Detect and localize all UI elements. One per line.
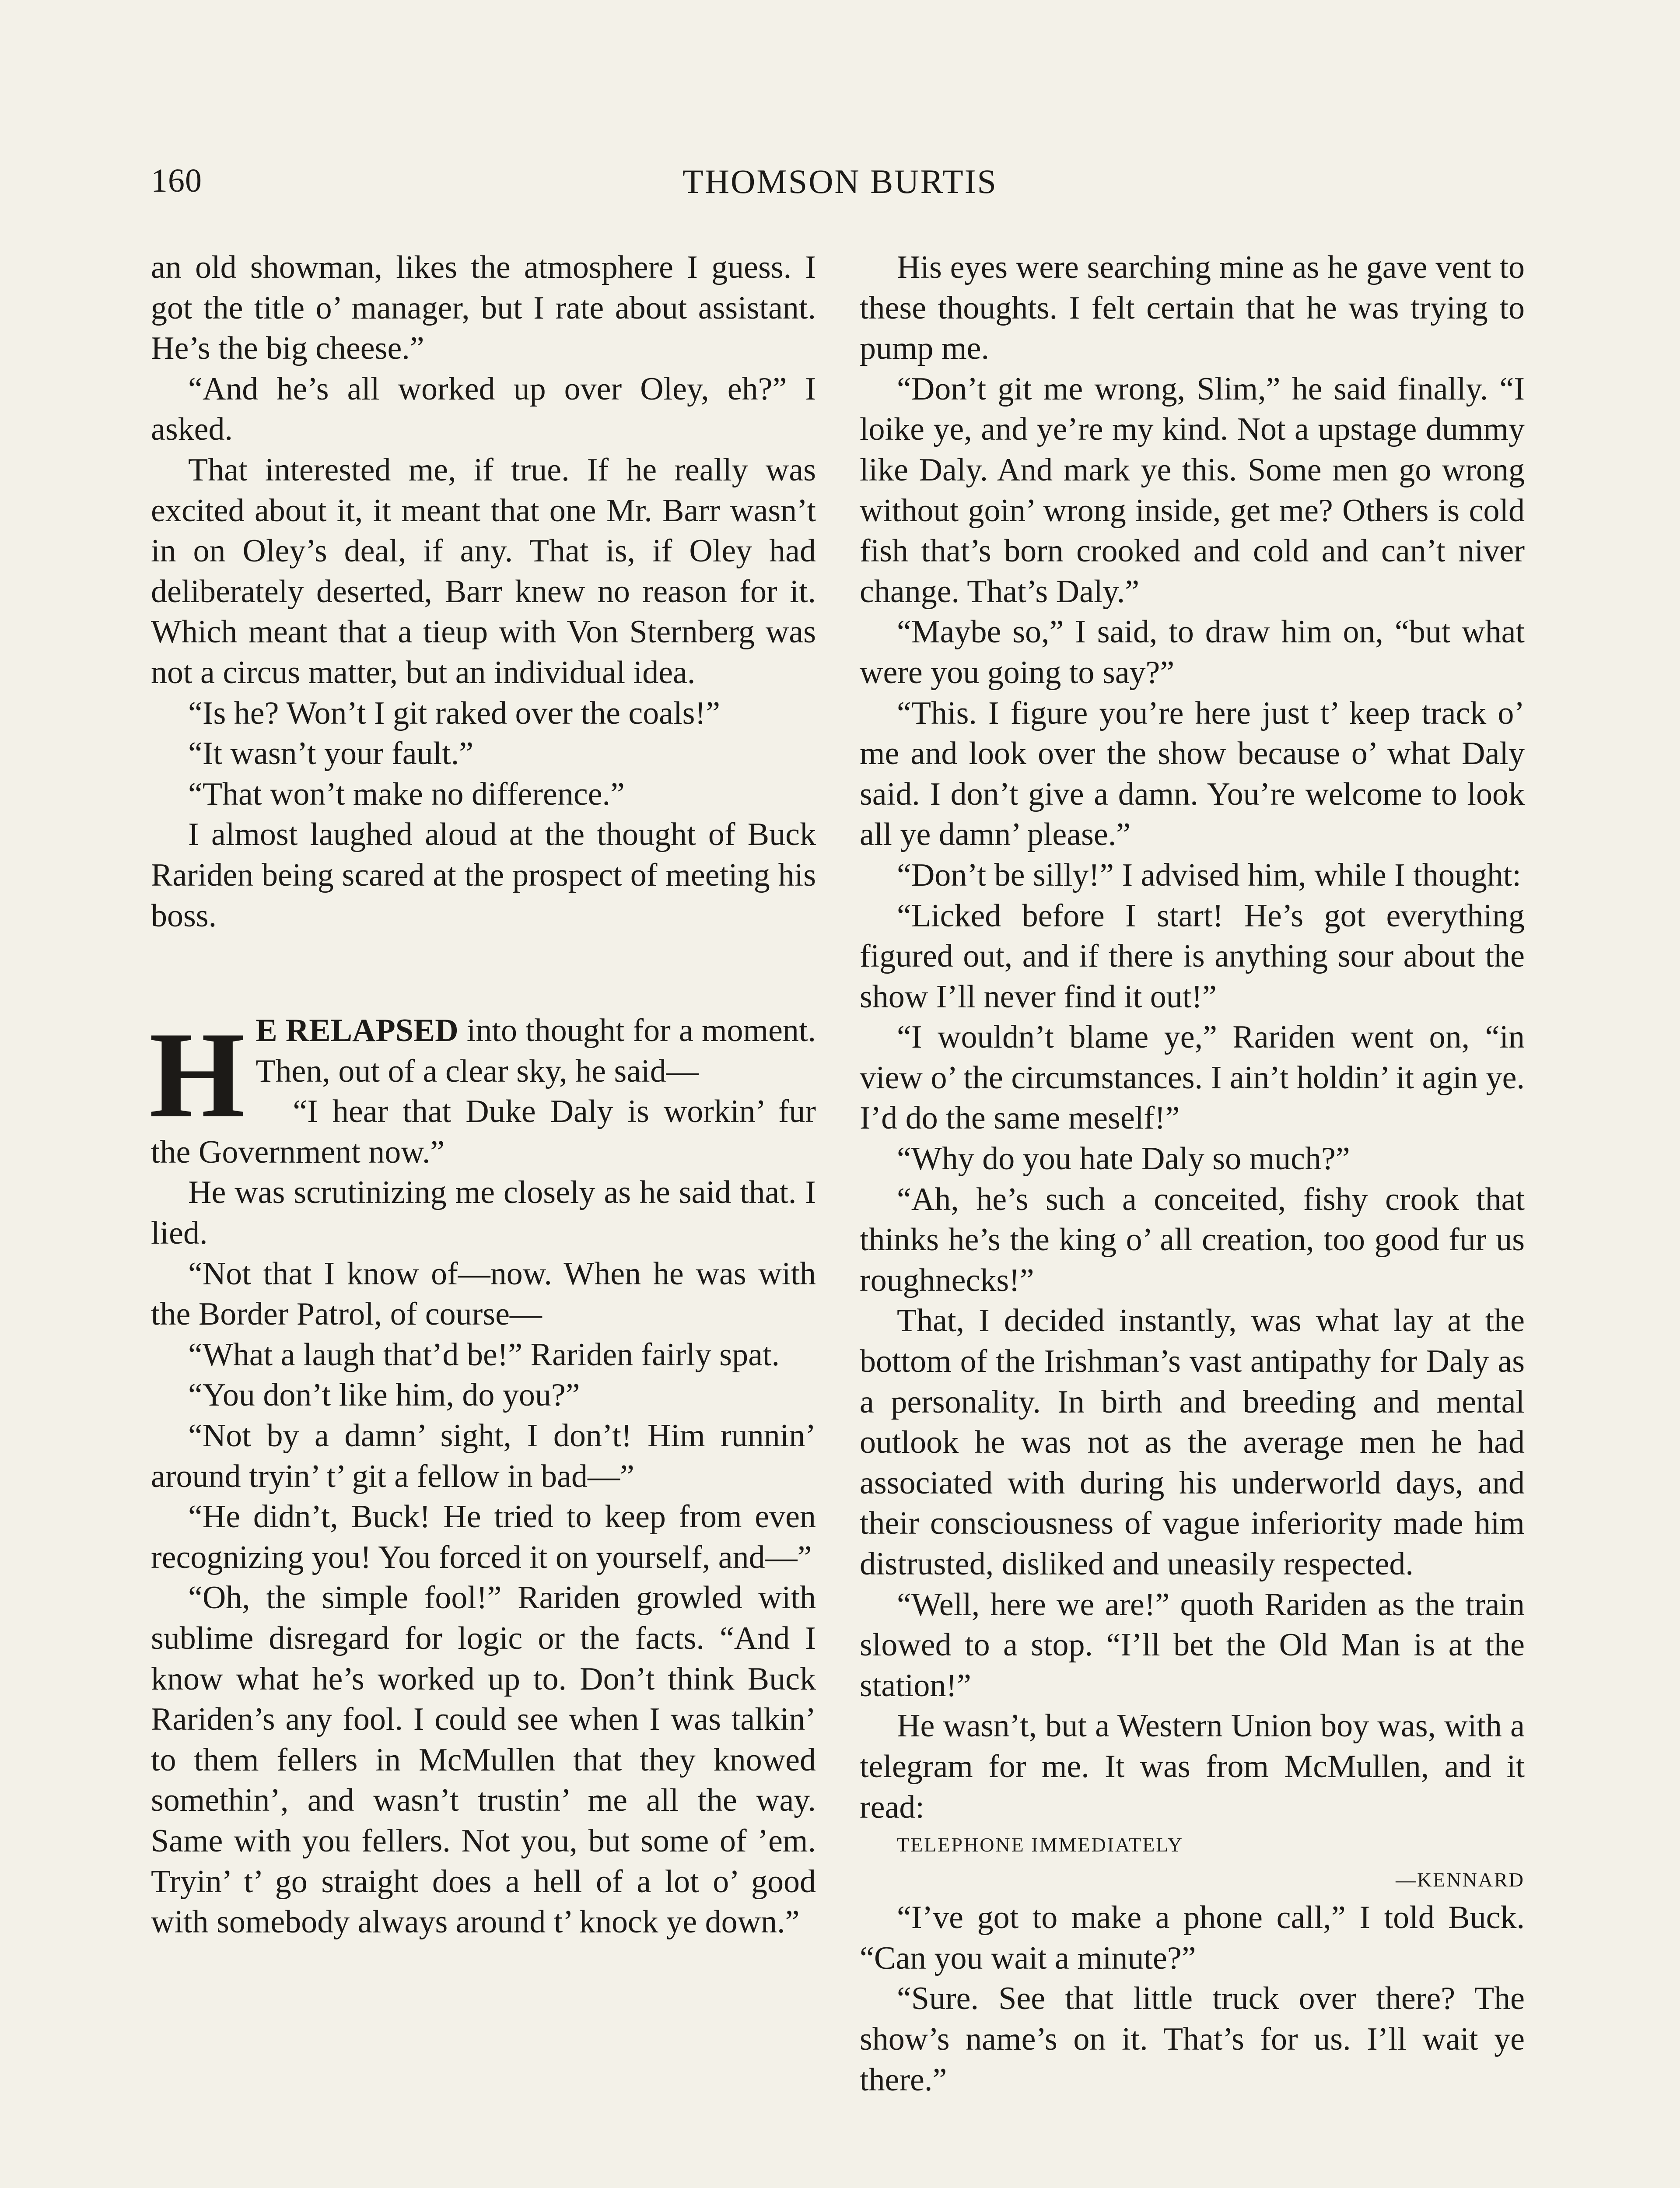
telegram-signature: —KENNARD — [1396, 1869, 1525, 1891]
paragraph: “Ah, he’s such a conceited, fishy crook that thinks he’s the king o’ all creation, too good fur us roughnecks!” — [860, 1181, 1525, 1298]
paragraph: an old showman, likes the atmosphere I guess. I got the title o’ manager, but I rate about assistant. He’s the big cheese.” — [151, 249, 816, 367]
paragraph: He was scrutinizing me closely as he said that. I lied. — [151, 1175, 816, 1252]
paragraph: He wasn’t, but a Western Union boy was, with a telegram for me. It was from McMullen, and it read: — [860, 1708, 1525, 1825]
paragraph: “Is he? Won’t I git raked over the coals!” — [188, 695, 720, 731]
paragraph: “It wasn’t your fault.” — [188, 736, 474, 772]
telegram-text: TELEPHONE IMMEDIATELY — [897, 1834, 1184, 1856]
paragraph: “Don’t be silly!” I advised him, while I thought: — [897, 857, 1521, 893]
paragraph: “Not that I know of—now. When he was with the Border Patrol, of course— — [151, 1255, 816, 1332]
left-column — [151, 247, 816, 1943]
paragraph: “This. I figure you’re here just t’ keep track o’ me and look over the show because o’ what Daly said. I don’t give a damn. You’re welcome to look all ye damn’ please.” — [860, 695, 1525, 853]
section-break — [151, 936, 816, 1010]
paragraph: “Oh, the simple fool!” Rariden growled with sublime disregard for logic or the facts. “And I know what he’s worked up to. Don’t think Buck Rariden’s any fool. I could see when I was talkin’ to them fellers in McMullen that they knowed somethin’, and wasn’t trustin’ me all the way. Same with you fellers. Not you, but some of ’em. Tryin’ t’ go straight does a hell of a lot o’ good with somebody always around t’ knock ye down.” — [151, 1580, 816, 1940]
paragraph: “I’ve got to make a phone call,” I told Buck. “Can you wait a minute?” — [860, 1900, 1525, 1976]
paragraph: “Sure. See that little truck over there? The show’s name’s on it. That’s for us. I’ll wait ye there.” — [860, 1981, 1525, 2098]
page-header — [151, 162, 1529, 210]
page-number: 160 — [151, 162, 202, 199]
paragraph: His eyes were searching mine as he gave vent to these thoughts. I felt certain that he was trying to pump me. — [860, 249, 1525, 367]
paragraph: “I hear that Duke Daly is workin’ fur the Government now.” — [151, 1094, 816, 1170]
paragraph: “What a laugh that’d be!” Rariden fairly spat. — [188, 1336, 780, 1373]
paragraph: That interested me, if true. If he really was excited about it, it meant that one Mr. Barr wasn’t in on Oley’s deal, if any. That is, if Oley had deliberately deserted, Barr knew no reason for it. Which meant that a tieup with Von Sternberg was not a circus matter, but an individual idea. — [151, 452, 816, 691]
paragraph: “Why do you hate Daly so much?” — [897, 1141, 1350, 1177]
paragraph: “Not by a damn’ sight, I don’t! Him runnin’ around tryin’ t’ git a fellow in bad—” — [151, 1418, 816, 1494]
paragraph: “Maybe so,” I said, to draw him on, “but what were you going to say?” — [860, 614, 1525, 691]
running-head: THOMSON BURTIS — [682, 162, 998, 200]
paragraph: “You don’t like him, do you?” — [188, 1377, 580, 1413]
right-column — [860, 247, 1525, 2100]
section-opening-text: into thought for a moment. Then, out of a clear sky, he said— — [256, 1013, 816, 1089]
paragraph: “I wouldn’t blame ye,” Rariden went on, “in view o’ the circumstances. I ain’t holdin’ it agin ye. I’d do the same meself!” — [860, 1019, 1525, 1136]
paragraph: “Licked before I start! He’s got everything figured out, and if there is anything sour about the show I’ll never find it out!” — [860, 898, 1525, 1015]
paragraph: “Well, here we are!” quoth Rariden as the train slowed to a stop. “I’ll bet the Old Man is at the station!” — [860, 1586, 1525, 1704]
paragraph: “That won’t make no difference.” — [188, 776, 625, 812]
paragraph: That, I decided instantly, was what lay at the bottom of the Irishman’s vast antipathy for Daly as a personality. In birth and breeding and mental outlook he was not as the average men he had associated with during his underworld days, and their consciousness of vague inferiority made him distrusted, disliked and uneasily respected. — [860, 1303, 1525, 1582]
paragraph: “He didn’t, Buck! He tried to keep from even recognizing you! You forced it on yourself, and—” — [151, 1499, 816, 1575]
lead-in: E RELAPSED — [256, 1013, 458, 1049]
drop-cap: H — [149, 1006, 245, 1143]
paragraph: I almost laughed aloud at the thought of Buck Rariden being scared at the prospect of meeting his boss. — [151, 817, 816, 934]
paragraph: “And he’s all worked up over Oley, eh?” I asked. — [151, 371, 816, 448]
paragraph: “Don’t git me wrong, Slim,” he said finally. “I loike ye, and ye’re my kind. Not a upstage dummy like Daly. And mark ye this. Some men go wrong without goin’ wrong inside, get me? Others is cold fish that’s born crooked and cold and can’t niver change. That’s Daly.” — [860, 371, 1525, 610]
